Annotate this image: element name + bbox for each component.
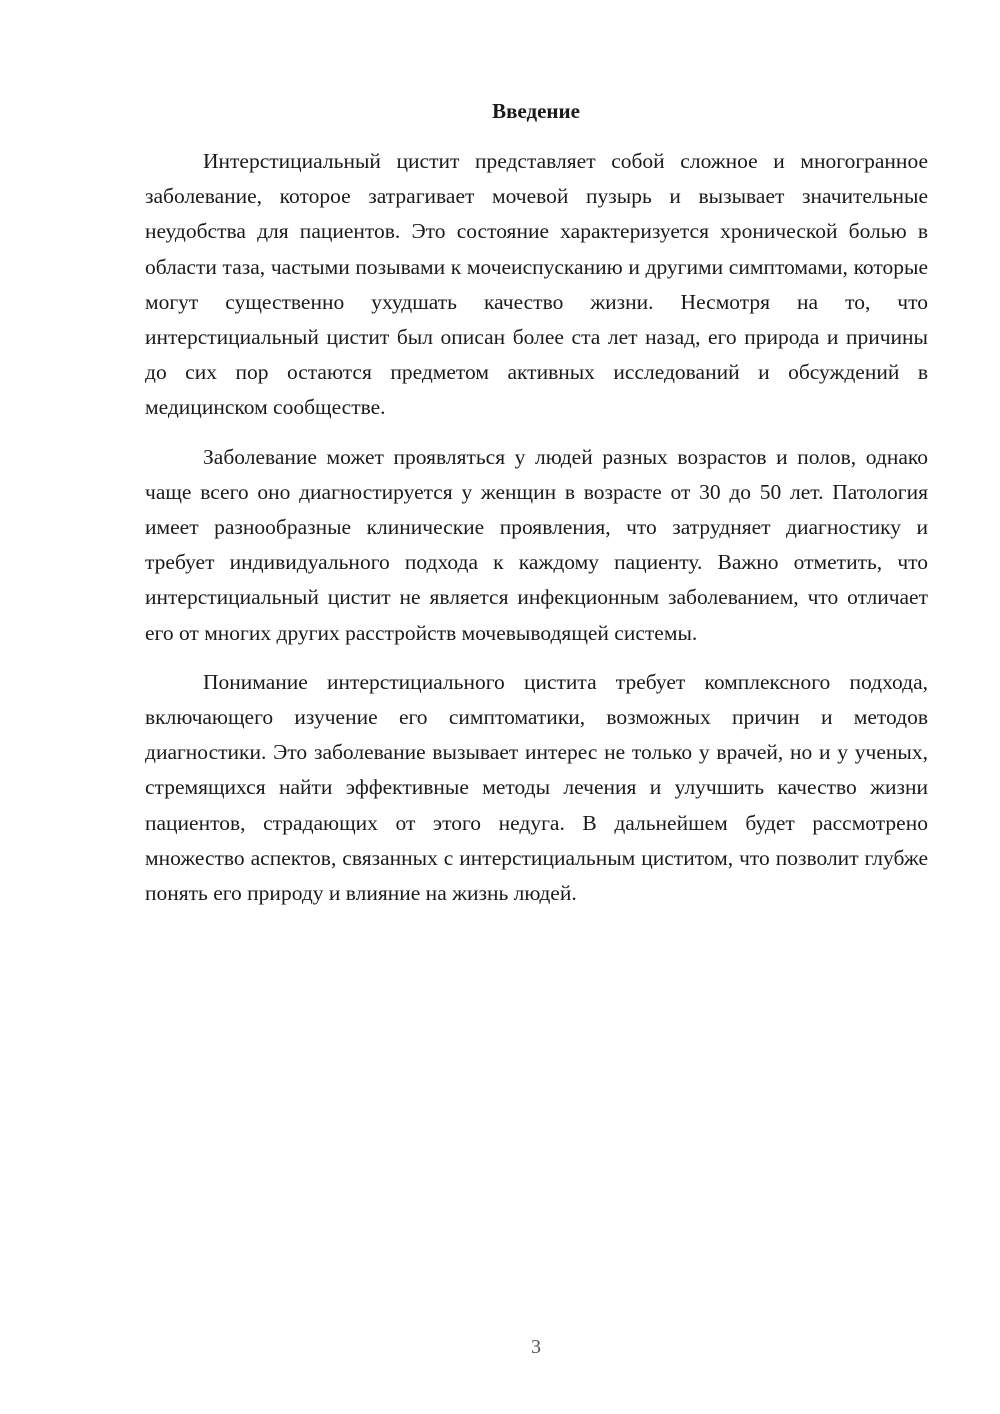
section-heading: Введение (492, 99, 580, 123)
paragraph-1: Интерстициальный цистит представляет собой сложное и многогранное заболевание, которое затрагивает мочевой пузырь и вызывает значительные неудобства для пациентов. Это состояние характеризуется хронической болью в области таза, частыми позывами к мочеиспусканию и другими симптомами, которые могут существенно ухудшать качество жизни. Несмотря на то, что интерстициальный цистит был описан более ста лет назад, его природа и причины до сих пор остаются предметом активных исследований и обсуждений в медицинском сообществе. (145, 149, 928, 420)
paragraph-3: Понимание интерстициального цистита требует комплексного подхода, включающего изучение его симптоматики, возможных причин и методов диагностики. Это заболевание вызывает интерес не только у врачей, но и у ученых, стремящихся найти эффективные методы лечения и улучшить качество жизни пациентов, страдающих от этого недуга. В дальнейшем будет рассмотрено множество аспектов, связанных с интерстициальным циститом, что позволит глубже понять его природу и влияние на жизнь людей. (145, 669, 928, 906)
page-number: 3 (531, 1336, 541, 1358)
body-text (145, 144, 928, 911)
paragraph-2: Заболевание может проявляться у людей разных возрастов и полов, однако чаще всего оно диагностируется у женщин в возрасте от 30 до 50 лет. Патология имеет разнообразные клинические проявления, что затрудняет диагностику и требует индивидуального подхода к каждому пациенту. Важно отметить, что интерстициальный цистит не является инфекционным заболеванием, что отличает его от многих других расстройств мочевыводящей системы. (145, 444, 928, 645)
